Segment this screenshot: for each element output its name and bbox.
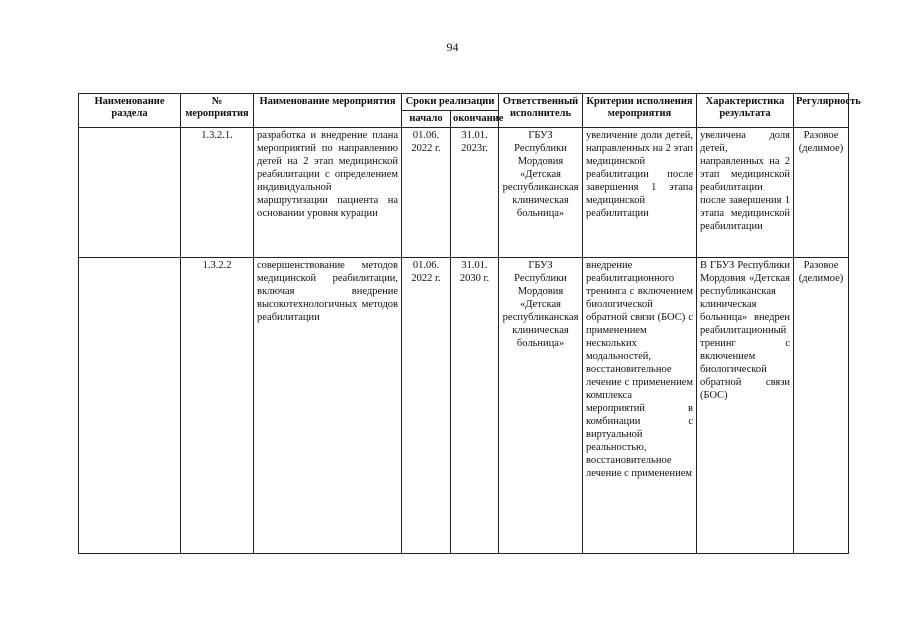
cell-regularity: Разовое (делимое) xyxy=(794,258,849,554)
table-row xyxy=(79,128,849,258)
page-number: 94 xyxy=(446,40,459,54)
header-name: Наименование мероприятия xyxy=(254,94,402,128)
cell-responsible: ГБУЗ Республики Мордовия «Детская республиканская клиническая больница» xyxy=(499,258,583,554)
header-section: Наименование раздела xyxy=(79,94,181,128)
cell-number: 1.3.2.2 xyxy=(181,258,254,554)
cell-start: 01.06. 2022 г. xyxy=(402,128,451,258)
cell-result: увеличена доля детей, направленных на 2 этап медицинской реабилитации после завершения 1 этапа медицинской реабилитации xyxy=(697,128,794,258)
cell-criteria: увеличение доли детей, направленных на 2 этап медицинской реабилитации после завершения 1 этапа медицинской реабилитации xyxy=(583,128,697,258)
cell-section xyxy=(79,258,181,554)
header-result: Характеристика результата xyxy=(697,94,794,128)
header-responsible: Ответственный исполнитель xyxy=(499,94,583,128)
cell-end: 31.01. 2030 г. xyxy=(451,258,499,554)
header-number: № мероприятия xyxy=(181,94,254,128)
header-end: окончание xyxy=(451,111,499,128)
cell-name: совершенствование методов медицинской реабилитации, включая внедрение высокотехнологичных методов реабилитации xyxy=(254,258,402,554)
header-regularity: Регулярность xyxy=(794,94,849,128)
cell-criteria: внедрение реабилитационного тренинга с включением биологической обратной связи (БОС) с применением нескольких модальностей, восстановительное лечение с применением комплекса мероприятий в комбинации с виртуальной реальностью, восстановительное лечение с применением xyxy=(583,258,697,554)
header-criteria: Критерии исполнения мероприятия xyxy=(583,94,697,128)
header-start: начало xyxy=(402,111,451,128)
table-row xyxy=(79,258,849,554)
cell-regularity: Разовое (делимое) xyxy=(794,128,849,258)
cell-start: 01.06. 2022 г. xyxy=(402,258,451,554)
header-terms: Сроки реализации xyxy=(402,94,499,111)
cell-result: В ГБУЗ Республики Мордовия «Детская республиканская клиническая больница» внедрен реабилитационный тренинг с включением биологической обратной связи (БОС) xyxy=(697,258,794,554)
cell-end: 31.01. 2023г. xyxy=(451,128,499,258)
cell-name: разработка и внедрение плана мероприятий по направлению детей на 2 этап медицинской реабилитации с определением индивидуальной маршрутизации пациента на основании уровня курации xyxy=(254,128,402,258)
cell-section xyxy=(79,128,181,258)
cell-responsible: ГБУЗ Республики Мордовия «Детская республиканская клиническая больница» xyxy=(499,128,583,258)
cell-number: 1.3.2.1. xyxy=(181,128,254,258)
measures-table xyxy=(78,93,861,554)
